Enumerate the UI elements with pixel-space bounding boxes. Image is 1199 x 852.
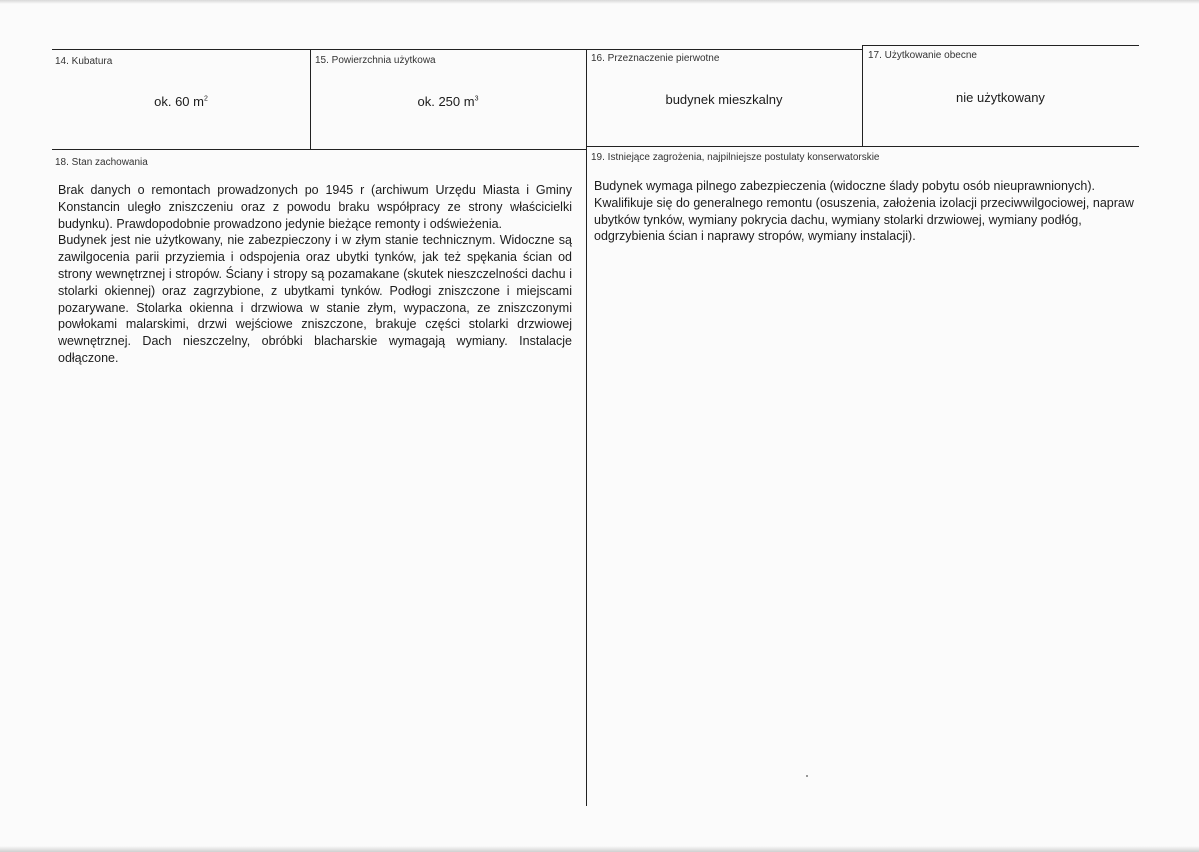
field-value-przeznaczenie: budynek mieszkalny (665, 92, 783, 107)
field-label-stan-zachowania: 18. Stan zachowania (55, 157, 148, 168)
field-value-uzytkowanie: nie użytkowany (956, 90, 1045, 105)
table-top-border-right (862, 45, 1139, 46)
scan-edge-bottom (0, 846, 1199, 852)
table-top-border (52, 49, 862, 50)
zagrozenia-text: Budynek wymaga pilnego zabezpieczenia (widoczne ślady pobytu osób nieuprawnionych). Kwalifikuje się do generalnego remontu (osuszenia, założenia izolacji przeciwwilgociowej, napraw ubytków tynków, wymiany pokrycia dachu, wymiany stolarki drzwiowej, wymiany podłóg, odgrzybienia ścian i naprawy stropów, wymiany instalacji). (594, 179, 1134, 244)
field-value-kubatura (52, 94, 310, 109)
scan-speck (806, 775, 808, 777)
powierzchnia-value-text: ok. 250 m (417, 94, 475, 109)
kubatura-value-text: ok. 60 m (154, 94, 204, 109)
field-value-powierzchnia (310, 94, 586, 109)
field-label-kubatura: 14. Kubatura (55, 56, 113, 67)
powierzchnia-unit-exponent: 3 (474, 95, 479, 103)
column-divider-2 (586, 49, 587, 806)
row-divider-right (587, 146, 1139, 147)
stan-zachowania-text: Brak danych o remontach prowadzonych po 1945 r (archiwum Urzędu Miasta i Gminy Konstancin uległo zniszczeniu oraz z powodu braku współpracy ze strony właścicielki budynku). Prawdopodobnie prowadzono jedynie bieżące remonty i odświeżenia. Budynek jest nie użytkowany, nie zabezpieczony i w złym stanie technicznym. Widoczne są zawilgocenia parii przyziemia i odspojenia oraz ubytki tynków, jak też spękania ścian od strony wewnętrznej i stropów. Ściany i stropy są pozamakane (skutek nieszczelności dachu i stolarki okiennej) oraz zagrzybione, z ubytkami tynków. Podłogi zniszczone i miejscami pozarywane. Stolarka okienna i drzwiowa w stanie złym, wypaczona, ze zniszczonymi powłokami malarskimi, drzwi wejściowe zniszczone, brakuje części stolarki drzwiowej wewnętrznej. Dach nieszczelny, obróbki blacharskie wymagają wymiany. Instalacje odłączone. (58, 183, 572, 365)
field-label-powierzchnia: 15. Powierzchnia użytkowa (315, 55, 436, 66)
row-divider-left (52, 149, 587, 150)
field-label-zagrozenia: 19. Istniejące zagrożenia, najpilniejsze postulaty konserwatorskie (591, 152, 880, 163)
scan-edge-top (0, 0, 1199, 4)
kubatura-unit-exponent: 2 (203, 95, 208, 103)
field-label-uzytkowanie: 17. Użytkowanie obecne (868, 50, 977, 61)
field-label-przeznaczenie: 16. Przeznaczenie pierwotne (591, 53, 720, 64)
